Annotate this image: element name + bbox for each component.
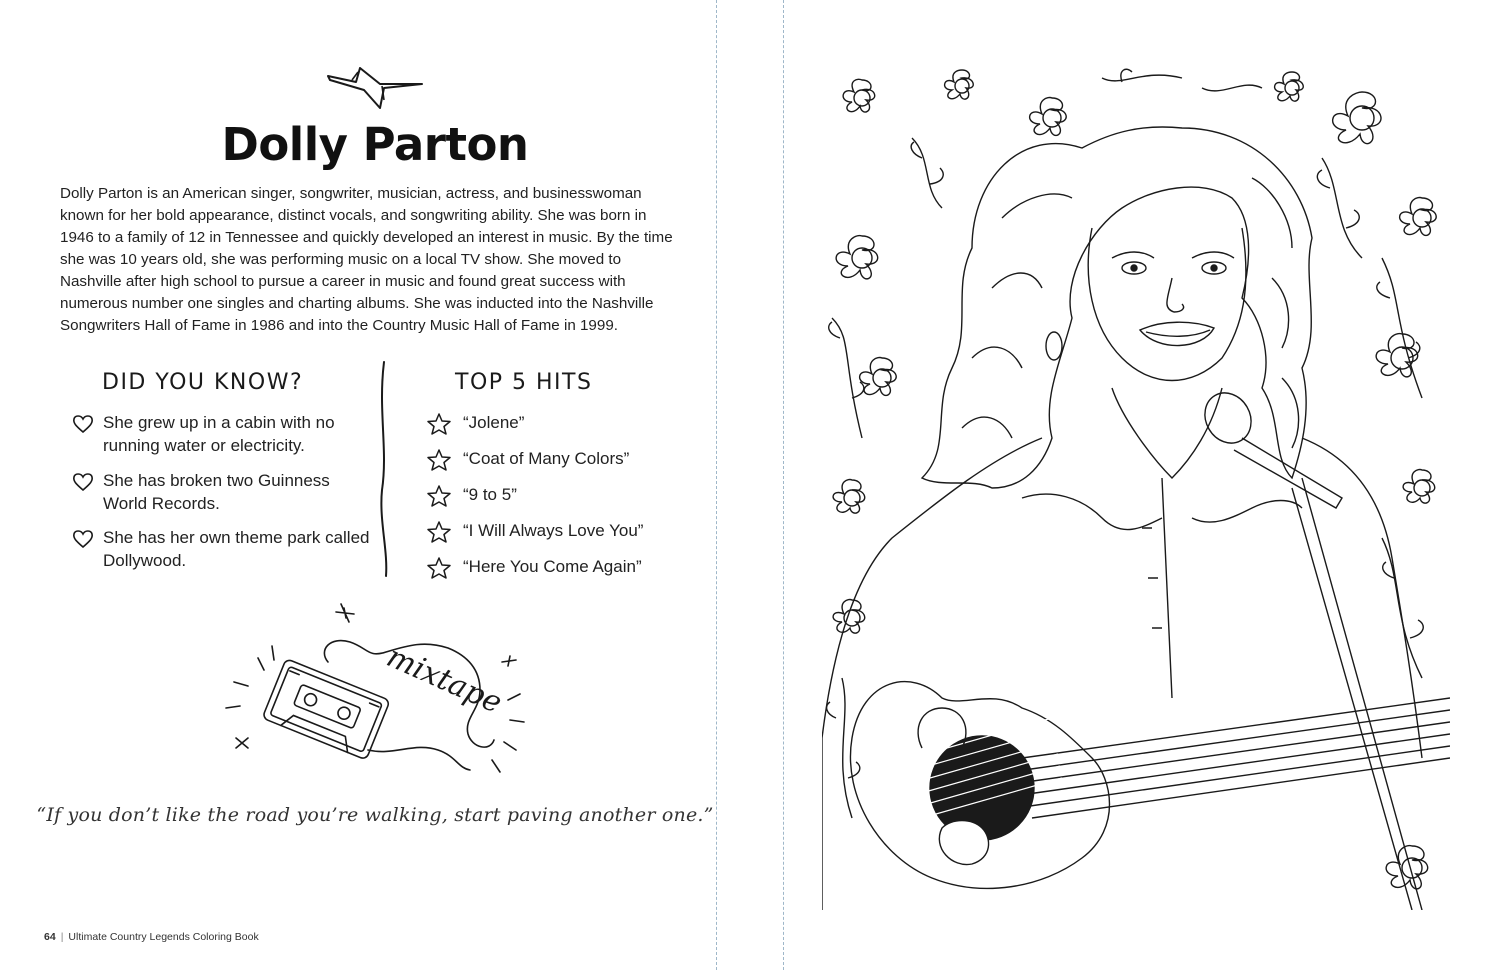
star-outline-icon (426, 412, 452, 436)
fact-item (72, 526, 372, 572)
star-outline-icon (426, 520, 452, 544)
hit-title: “Coat of Many Colors” (463, 449, 630, 468)
hit-item (426, 483, 686, 506)
hit-title: “Jolene” (463, 413, 525, 432)
heart-outline-icon (72, 414, 94, 434)
page-title: Dolly Parton (221, 118, 529, 171)
hit-item (426, 411, 686, 434)
heart-outline-icon (72, 472, 94, 492)
fact-item (72, 411, 372, 457)
column-divider (376, 360, 392, 578)
cassette-tape-icon (218, 600, 530, 790)
page-gutter-left (716, 0, 717, 970)
heart-outline-icon (72, 529, 94, 549)
star-outline-icon (426, 448, 452, 472)
page-number: 64 (44, 931, 56, 943)
star-outline-icon (426, 556, 452, 580)
did-you-know-heading: DID YOU KNOW? (102, 370, 304, 395)
hit-item (426, 447, 686, 470)
bio-paragraph: Dolly Parton is an American singer, songwriter, musician, actress, and businesswoman known for her bold appearance, distinct vocals, and songwriting ability. She was born in 1946 to a family of 12 in Tennessee and quickly developed an interest in music. By the time she was 10 years old, she was performing music on a local TV show. She moved to Nashville after high school to pursue a career in music and found great success with numerous number one singles and charting albums. She was inducted into the Nashville Songwriters Hall of Fame in 1986 and into the Country Music Hall of Fame in 1999. (60, 185, 673, 334)
mixtape-text: mixtape (381, 639, 508, 721)
quote-text: “If you don’t like the road you’re walking, start paving another one.” (36, 804, 714, 826)
fact-text: She grew up in a cabin with no running water or electricity. (103, 413, 335, 455)
page-footer (44, 931, 259, 943)
star-outline-icon (426, 484, 452, 508)
hit-item (426, 519, 686, 542)
left-page (0, 0, 716, 970)
hit-title: “Here You Come Again” (463, 557, 642, 576)
footer-separator: | (60, 931, 64, 943)
coloring-illustration-singer-guitar-icon (822, 58, 1450, 910)
fact-item (72, 469, 372, 515)
fact-text: She has her own theme park called Dollywood. (103, 528, 370, 570)
hit-item (426, 555, 686, 578)
hit-title: “9 to 5” (463, 485, 517, 504)
lightning-bolt-icon (322, 62, 428, 110)
fact-text: She has broken two Guinness World Records. (103, 471, 330, 513)
book-title: Ultimate Country Legends Coloring Book (68, 931, 259, 943)
top-hits-heading: TOP 5 HITS (455, 370, 593, 395)
hit-title: “I Will Always Love You” (463, 521, 644, 540)
